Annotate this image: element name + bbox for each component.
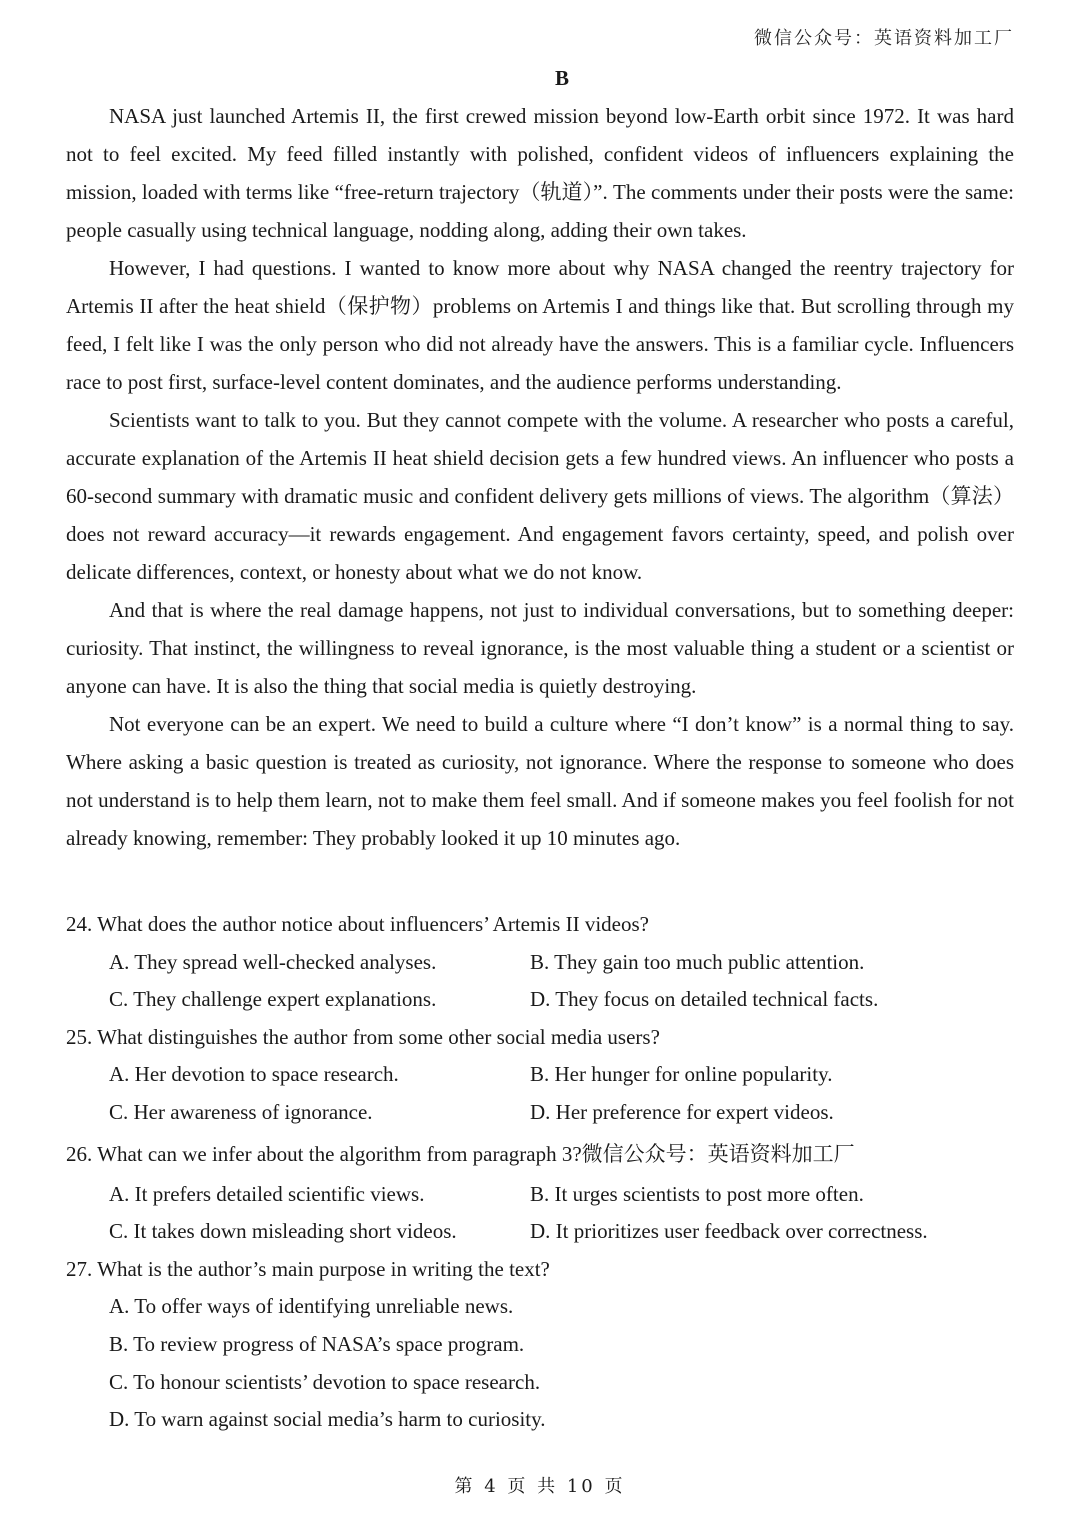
passage-paragraph: NASA just launched Artemis II, the first crewed mission beyond low-Earth orbit since 1972. It was hard not to feel excited. My feed filled instantly with polished, confident videos of influencers explaining the mission, loaded with terms like “free-return trajectory（轨道）”. The comments under their posts were the same: people casually using technical language, nodding along, adding their own takes.: [66, 104, 1014, 242]
option-row: [66, 1176, 1014, 1214]
option-a[interactable]: A. They spread well-checked analyses.: [109, 949, 437, 974]
question-stem: 27. What is the author’s main purpose in writing the text?: [66, 1256, 550, 1281]
question-26: [66, 1132, 1014, 1251]
option-c[interactable]: C. They challenge expert explanations.: [109, 987, 437, 1012]
option-row: [66, 981, 1014, 1019]
option-a[interactable]: A. It prefers detailed scientific views.: [109, 1181, 425, 1206]
question-list: [66, 906, 1014, 1439]
section-title: B: [554, 66, 569, 90]
option-c[interactable]: C. To honour scientists’ devotion to space research.: [109, 1369, 541, 1394]
option-a[interactable]: A. Her devotion to space research.: [109, 1062, 399, 1087]
option-c[interactable]: C. Her awareness of ignorance.: [109, 1099, 373, 1124]
option-d[interactable]: D. It prioritizes user feedback over correctness.: [530, 1219, 928, 1244]
option-b[interactable]: B. They gain too much public attention.: [530, 949, 865, 974]
option-b[interactable]: B. To review progress of NASA’s space program.: [109, 1331, 525, 1356]
option-b[interactable]: B. Her hunger for online popularity.: [530, 1062, 833, 1087]
option-d[interactable]: D. To warn against social media’s harm to curiosity.: [109, 1407, 546, 1432]
reading-passage: [66, 97, 1014, 857]
option-a[interactable]: A. To offer ways of identifying unreliable news.: [109, 1294, 514, 1319]
header-watermark: 微信公众号：英语资料加工厂: [754, 28, 1014, 49]
option-d[interactable]: D. They focus on detailed technical facts.: [530, 987, 879, 1012]
passage-paragraph: Scientists want to talk to you. But they cannot compete with the volume. A researcher who posts a careful, accurate explanation of the Artemis II heat shield decision gets a few hundred views. An influencer who posts a 60-second summary with dramatic music and confident delivery gets millions of views. The algorithm（算法）does not reward accuracy—it rewards engagement. And engagement favors certainty, speed, and polish over delicate differences, context, or honesty about what we do not know.: [66, 408, 1014, 584]
page-number: 第 4 页 共 10 页: [454, 1476, 626, 1497]
option-c[interactable]: C. It takes down misleading short videos.: [109, 1219, 457, 1244]
question-24: [66, 906, 1014, 1019]
option-row: [66, 1094, 1014, 1132]
question-stem: 25. What distinguishes the author from some other social media users?: [66, 1024, 660, 1049]
question-25: [66, 1019, 1014, 1132]
question-stem: 24. What does the author notice about influencers’ Artemis II videos?: [66, 912, 649, 936]
option-row: [66, 1213, 1014, 1251]
option-row: [66, 944, 1014, 982]
option-row: [66, 1056, 1014, 1094]
option-b[interactable]: B. It urges scientists to post more often.: [530, 1181, 864, 1206]
question-27: [66, 1251, 1014, 1439]
passage-paragraph: And that is where the real damage happens, not just to individual conversations, but to something deeper: curiosity. That instinct, the willingness to reveal ignorance, is the most valuable thing a student or a scientist or anyone can have. It is also the thing that social media is quietly destroying.: [66, 598, 1014, 698]
question-stem: 26. What can we infer about the algorithm from paragraph 3?微信公众号：英语资料加工厂: [66, 1141, 855, 1166]
passage-paragraph: Not everyone can be an expert. We need to build a culture where “I don’t know” is a normal thing to say. Where asking a basic question is treated as curiosity, not ignorance. Where the response to someone who does not understand is to help them learn, not to make them feel small. And if someone makes you feel foolish for not already knowing, remember: They probably looked it up 10 minutes ago.: [66, 712, 1014, 850]
option-d[interactable]: D. Her preference for expert videos.: [530, 1099, 834, 1124]
passage-paragraph: However, I had questions. I wanted to know more about why NASA changed the reentry trajectory for Artemis II after the heat shield（保护物）problems on Artemis I and things like that. But scrolling through my feed, I felt like I was the only person who did not already have the answers. This is a familiar cycle. Influencers race to post first, surface-level content dominates, and the audience performs understanding.: [66, 256, 1014, 394]
